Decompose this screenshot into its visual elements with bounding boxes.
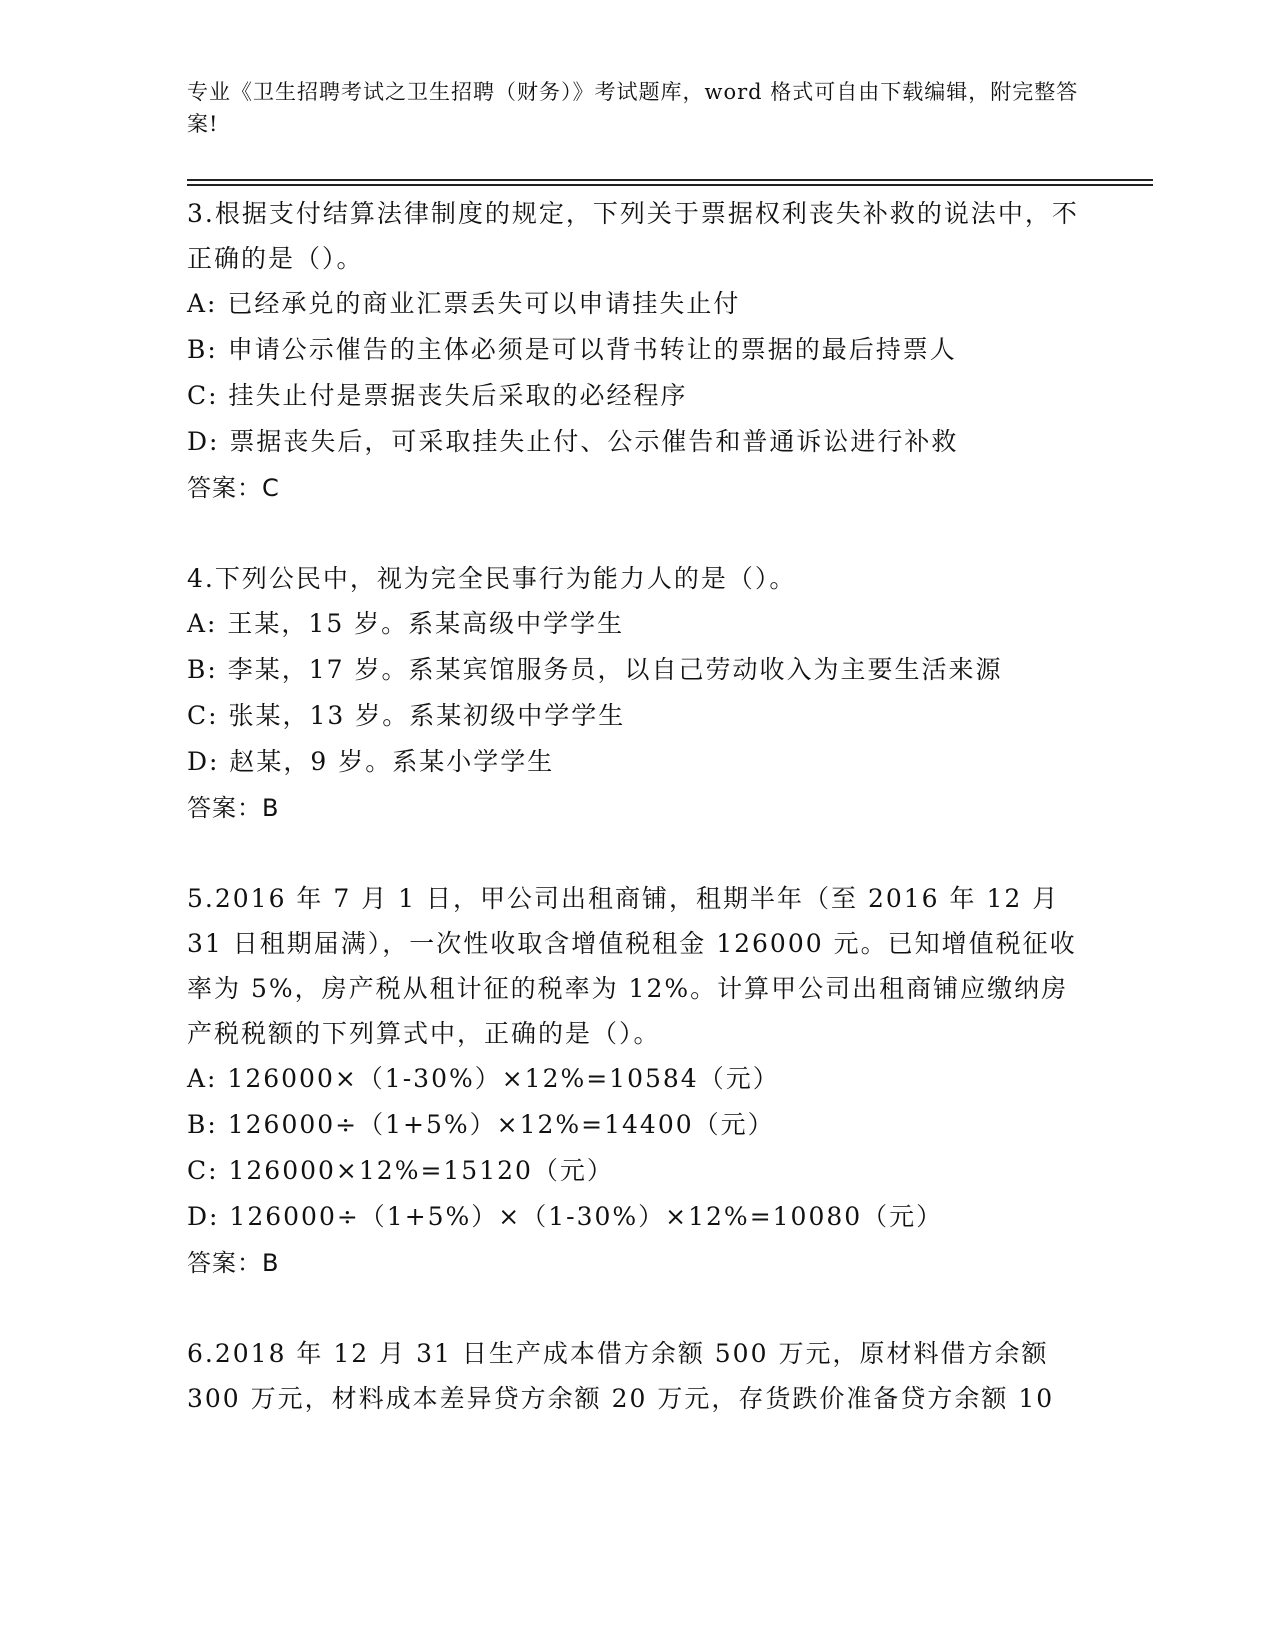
answer-value: C	[262, 474, 279, 502]
question-3	[187, 191, 1087, 511]
question-6	[187, 1331, 1087, 1421]
answer-label: 答案：	[187, 1249, 262, 1277]
answer-value: B	[262, 1249, 279, 1277]
option-b: B: 李某，17 岁。系某宾馆服务员，以自己劳动收入为主要生活来源	[187, 655, 1003, 684]
option-a: A: 王某，15 岁。系某高级中学学生	[187, 609, 625, 638]
question-stem: 5.2016 年 7 月 1 日，甲公司出租商铺，租期半年（至 2016 年 12 月 31 日租期届满），一次性收取含增值税租金 126000 元。已知增值税征收率为 5%，房产税从租计征的税率为 12%。计算甲公司出租商铺应缴纳房产税税额的下列算式中，正确的是（）。	[187, 884, 1077, 1048]
option-a: A: 126000×（1-30%）×12%=10584（元）	[187, 1064, 780, 1093]
question-list	[187, 191, 1087, 1421]
option-d: D: 票据丧失后，可采取挂失止付、公示催告和普通诉讼进行补救	[187, 427, 959, 456]
answer-value: B	[262, 794, 279, 822]
answer-line	[187, 785, 1087, 831]
header-intro-text: 专业《卫生招聘考试之卫生招聘（财务）》考试题库，word 格式可自由下载编辑，附完整答案!	[187, 80, 1079, 136]
option-b: B: 申请公示催告的主体必须是可以背书转让的票据的最后持票人	[187, 335, 957, 364]
option-b: B: 126000÷（1+5%）×12%=14400（元）	[187, 1110, 775, 1139]
question-stem: 3.根据支付结算法律制度的规定，下列关于票据权利丧失补救的说法中，不正确的是（）。	[187, 199, 1079, 273]
header-divider-top	[187, 179, 1153, 181]
answer-label: 答案：	[187, 474, 262, 502]
option-a: A: 已经承兑的商业汇票丢失可以申请挂失止付	[187, 289, 741, 318]
question-5	[187, 876, 1087, 1286]
option-c: C: 挂失止付是票据丧失后采取的必经程序	[187, 381, 688, 410]
question-stem: 6.2018 年 12 月 31 日生产成本借方余额 500 万元，原材料借方余额 300 万元，材料成本差异贷方余额 20 万元，存货跌价准备贷方余额 10	[187, 1339, 1055, 1413]
option-c: C: 126000×12%=15120（元）	[187, 1156, 614, 1185]
option-d: D: 126000÷（1+5%）×（1-30%）×12%=10080（元）	[187, 1202, 944, 1231]
answer-line	[187, 465, 1087, 511]
question-4	[187, 556, 1087, 831]
document-header	[187, 76, 1087, 140]
answer-label: 答案：	[187, 794, 262, 822]
option-d: D: 赵某，9 岁。系某小学学生	[187, 747, 555, 776]
option-c: C: 张某，13 岁。系某初级中学学生	[187, 701, 626, 730]
header-divider-bottom	[187, 184, 1153, 186]
answer-line	[187, 1240, 1087, 1286]
question-stem: 4.下列公民中，视为完全民事行为能力人的是（）。	[187, 564, 797, 593]
